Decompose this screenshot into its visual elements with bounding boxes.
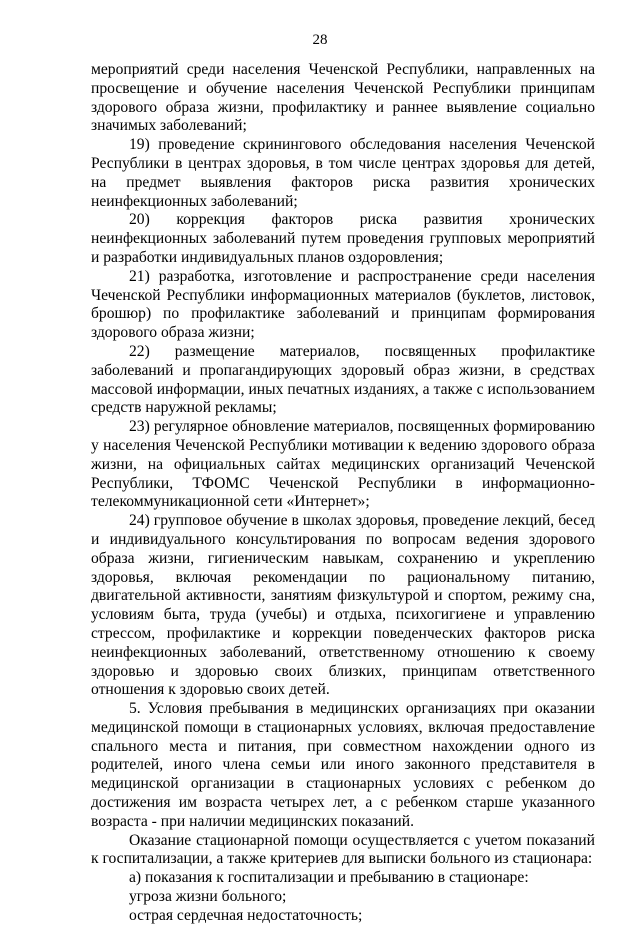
page-number: 28 [312, 32, 328, 48]
paragraph-item-23: 23) регулярное обновление материалов, посвященных формированию у населения Чеченской Республики мотивации к ведению здорового образа жизни, на официальных сайтах медицинских организаций Чеченской Республики, ТФОМС Чеченской Республики в информационно-телекоммуникационной сети «Интернет»; [91, 418, 595, 511]
paragraph-subitem-a: а) показания к госпитализации и пребыванию в стационаре: [129, 869, 529, 887]
document-body [91, 61, 595, 926]
paragraph-item-20: 20) коррекция факторов риска развития хронических неинфекционных заболеваний путем проведения групповых мероприятий и разработки индивидуальных планов оздоровления; [91, 211, 595, 266]
paragraph-hospital-care: Оказание стационарной помощи осуществляется с учетом показаний к госпитализации, а также критериев для выписки больного из стационара: [91, 831, 595, 868]
paragraph-continuation: мероприятий среди населения Чеченской Республики, направленных на просвещение и обучение населения Чеченской Республики принципам здорового образа жизни, профилактику и раннее выявление социально значимых заболеваний; [91, 61, 595, 135]
paragraph-section-5: 5. Условия пребывания в медицинских организациях при оказании медицинской помощи в стационарных условиях, включая предоставление спального места и питания, при совместном нахождении одного из родителей, иного члена семьи или иного законного представителя в медицинской организации в стационарных условиях с ребенком до достижения им возраста четырех лет, а с ребенком старше указанного возраста - при наличии медицинских показаний. [91, 700, 595, 830]
paragraph-item-22: 22) размещение материалов, посвященных профилактике заболеваний и пропагандирующих здоровый образ жизни, в средствах массовой информации, иных печатных изданиях, а также с использованием средств наружной рекламы; [91, 342, 595, 417]
paragraph-list-line: острая сердечная недостаточность; [129, 906, 363, 924]
paragraph-item-21: 21) разработка, изготовление и распространение среди населения Чеченской Республики информационных материалов (буклетов, листовок, брошюр) по профилактике заболеваний и принципам формирования здорового образа жизни; [91, 267, 595, 342]
paragraph-list-line: угроза жизни больного; [129, 888, 287, 906]
paragraph-item-24: 24) групповое обучение в школах здоровья, проведение лекций, бесед и индивидуального консультирования по вопросам ведения здорового образа жизни, гигиеническим навыкам, сохранению и укреплению здоровья, включая рекомендации по рациональному питанию, двигательной активности, занятиям физкультурой и спортом, режиму сна, условиям быта, труда (учебы) и отдыха, психогигиене и управлению стрессом, профилактике и коррекции поведенческих факторов риска неинфекционных заболеваний, ответственному отношению к своему здоровью и здоровью своих близких, принципам ответственного отношения к здоровью своих детей. [91, 512, 595, 699]
paragraph-item-19: 19) проведение скринингового обследования населения Чеченской Республики в центрах здоровья, в том числе центрах здоровья для детей, на предмет выявления факторов риска развития хронических неинфекционных заболеваний; [91, 136, 595, 210]
